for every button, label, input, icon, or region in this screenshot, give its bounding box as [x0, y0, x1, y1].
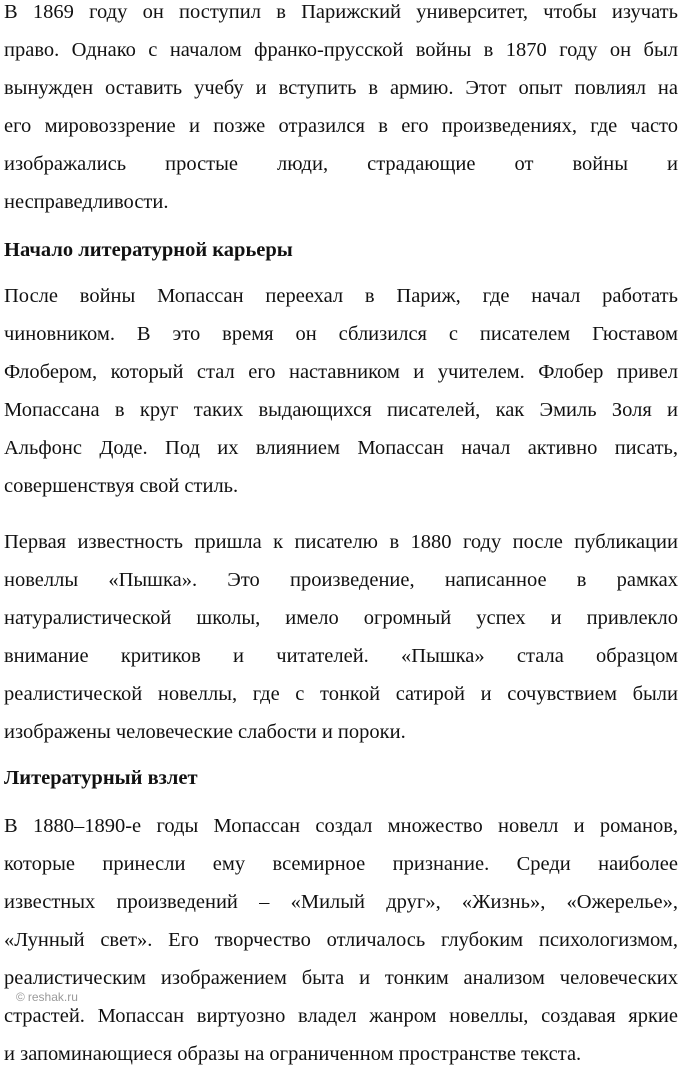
text-line: совершенствуя свой стиль.: [4, 475, 239, 497]
text-line: страстей. Мопассан виртуозно владел жанром новеллы, создавая яркие: [4, 1005, 678, 1027]
text-line: Первая известность пришла к писателю в 1880 году после публикации: [4, 531, 678, 553]
text-line: В 1880–1890-е годы Мопассан создал множество новелл и романов,: [4, 815, 678, 837]
text-line: изображались простые люди, страдающие от войны и: [4, 153, 678, 175]
text-line: несправедливости.: [4, 191, 169, 213]
watermark-text: reshak.ru: [27, 990, 78, 1004]
text-line: «Лунный свет». Его творчество отличалось глубоким психологизмом,: [4, 929, 678, 951]
text-line: новеллы «Пышка». Это произведение, написанное в рамках: [4, 569, 678, 591]
text-line: В 1869 году он поступил в Парижский университет, чтобы изучать: [4, 1, 678, 23]
heading-literary-rise: Литературный взлет: [4, 767, 198, 789]
text-line: право. Однако с началом франко-прусской войны в 1870 году он был: [4, 39, 678, 61]
paragraph-major-works: [4, 815, 678, 1081]
text-line: вынужден оставить учебу и вступить в армию. Этот опыт повлиял на: [4, 77, 678, 99]
text-line: внимание критиков и читателей. «Пышка» стала образцом: [4, 645, 678, 667]
text-line: натуралистической школы, имело огромный успех и привлекло: [4, 607, 678, 629]
paragraph-boule-de-suif: [4, 531, 678, 759]
text-line: реалистической новеллы, где с тонкой сатирой и сочувствием были: [4, 683, 678, 705]
heading-literary-career-start: Начало литературной карьеры: [4, 239, 293, 261]
text-line: которые принесли ему всемирное признание. Среди наиболее: [4, 853, 678, 875]
text-line: чиновником. В это время он сблизился с писателем Гюставом: [4, 323, 678, 345]
text-line: его мировоззрение и позже отразился в его произведениях, где часто: [4, 115, 678, 137]
text-line: Флобером, который стал его наставником и учителем. Флобер привел: [4, 361, 678, 383]
text-line: и запоминающиеся образы на ограниченном пространстве текста.: [4, 1043, 582, 1065]
text-line: изображены человеческие слабости и пороки.: [4, 721, 406, 743]
copyright-icon: ©: [16, 990, 25, 1004]
text-line: После войны Мопассан переехал в Париж, где начал работать: [4, 285, 678, 307]
paragraph-education: [4, 1, 678, 229]
text-line: известных произведений – «Милый друг», «Жизнь», «Ожерелье»,: [4, 891, 678, 913]
text-line: реалистическим изображением быта и тонким анализом человеческих: [4, 967, 678, 989]
text-line: Альфонс Доде. Под их влиянием Мопассан начал активно писать,: [4, 437, 678, 459]
paragraph-paris-flaubert: [4, 285, 678, 513]
text-line: Мопассана в круг таких выдающихся писателей, как Эмиль Золя и: [4, 399, 678, 421]
